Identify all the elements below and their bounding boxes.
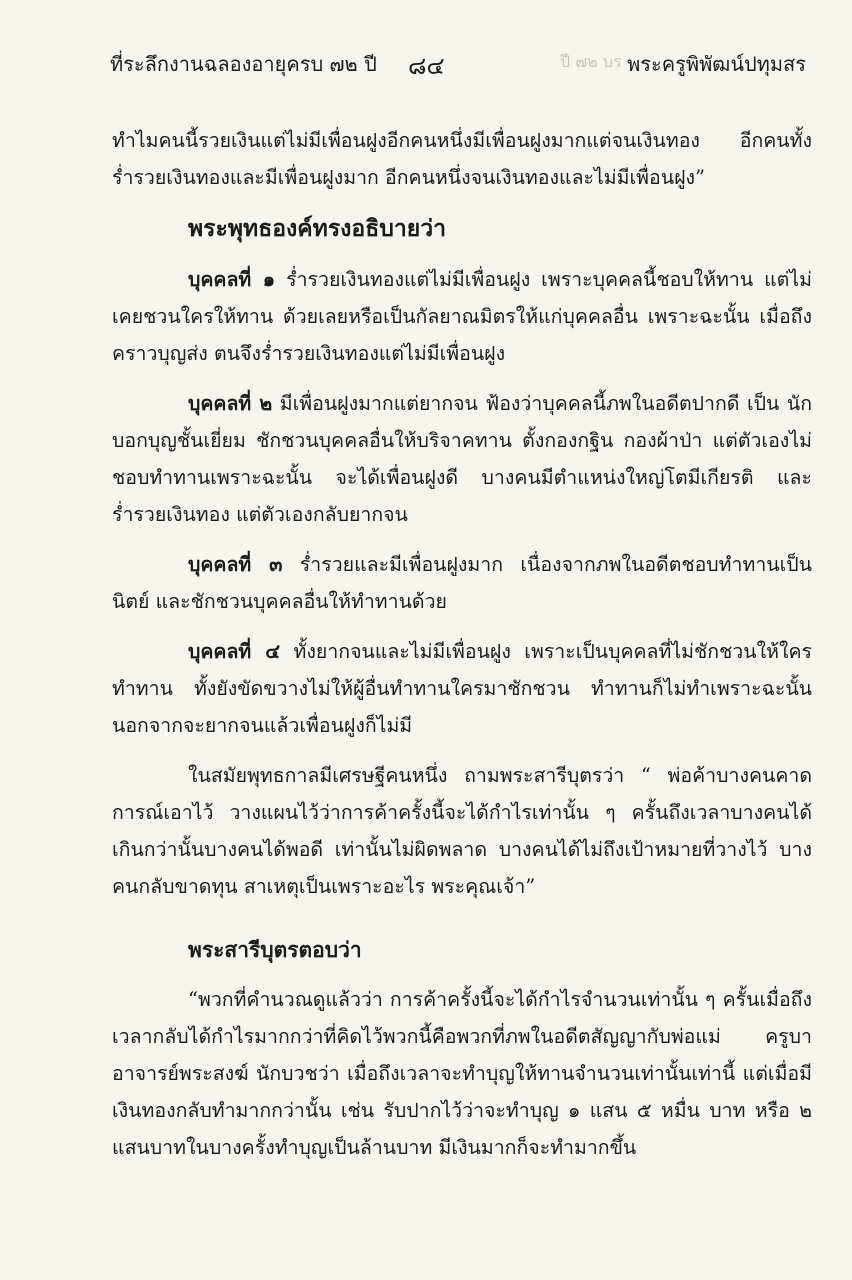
paragraph-merchant-question: ในสมัยพุทธกาลมีเศรษฐีคนหนึ่ง ถามพระสารีบุตรว่า “ พ่อค้าบางคนคาดการณ์เอาไว้ วางแผนไว้ว่าการค้าครั้งนี้จะได้กำไรเท่านั้น ๆ ครั้นถึงเวลาบางคนได้เกินกว่านั้นบางคนได้พอดี เท่านั้นไม่ผิดพลาด บางคนได้ไม่ถึงเป้าหมายที่วางไว้ บางคนกลับขาดทุน สาเหตุเป็นเพราะอะไร พระคุณเจ้า” (112, 764, 812, 898)
paragraph-person-4 (112, 633, 812, 744)
heading-buddha-explains: พระพุทธองค์ทรงอธิบายว่า (188, 215, 447, 242)
heading-sariputta-answers: พระสารีบุตรตอบว่า (188, 937, 362, 962)
person-2-label: บุคคลที่ ๒ (188, 392, 273, 415)
person-1-text: ร่ำรวยเงินทองแต่ไม่มีเพื่อนฝูง เพราะบุคคลนี้ชอบให้ทาน แต่ไม่ เคยชวนใครให้ทาน ด้วยเลยหรือเป็นกัลยาณมิตรให้แก่บุคคลอื่น เพราะฉะนั้น เมื่อถึงคราวบุญส่ง ตนจึงร่ำรวยเงินทองแต่ไม่มีเพื่อนฝูง (112, 268, 812, 365)
person-1-label: บุคคลที่ ๑ (188, 268, 276, 291)
person-2-text: มีเพื่อนฝูงมากแต่ยากจน ฟ้องว่าบุคคลนี้ภพในอดีตปากดี เป็น นักบอกบุญชั้นเยี่ยม ชักชวนบุคคลอื่นให้บริจาคทาน ตั้งกองกฐิน กองผ้าป่า แต่ตัวเองไม่ชอบทำทานเพราะฉะนั้น จะได้เพื่อนฝูงดี บางคนมีตำแหน่งใหญ่โตมีเกียรติ และร่ำรวยเงินทอง แต่ตัวเองกลับยากจน (112, 392, 812, 526)
body-text (112, 122, 812, 1179)
person-4-text: ทั้งยากจนและไม่มีเพื่อนฝูง เพราะเป็นบุคคลที่ไม่ชักชวนให้ใครทำทาน ทั้งยังขัดขวางไม่ให้ผู้อื่นทำทานใครมาชักชวน ทำทานก็ไม่ทำเพราะฉะนั้นนอกจากจะยากจนแล้วเพื่อนฝูงก็ไม่มี (112, 640, 812, 737)
paragraph-1: ทำไมคนนี้รวยเงินแต่ไม่มีเพื่อนฝูงอีกคนหนึ่งมีเพื่อนฝูงมากแต่จนเงินทอง อีกคนทั้งร่ำรวยเงินทองและมีเพื่อนฝูงมาก อีกคนหนึ่งจนเงินทองและไม่มีเพื่อนฝูง” (112, 129, 812, 189)
person-3-label: บุคคลที่ ๓ (188, 553, 283, 576)
person-3-text: ร่ำรวยและมีเพื่อนฝูงมาก เนื่องจากภพในอดีตชอบทำทานเป็นนิตย์ และชักชวนบุคคลอื่นให้ทำทานด้วย (112, 553, 812, 613)
person-4-label: บุคคลที่ ๔ (188, 640, 281, 663)
running-header-author: พระครูพิพัฒน์ปทุมสร (627, 52, 806, 76)
paragraph-person-3 (112, 546, 812, 620)
bleed-through-text: ปี ๗๒ บร (560, 52, 622, 71)
page-number: ๘๔ (408, 52, 445, 80)
paragraph-person-2 (112, 385, 812, 533)
running-header-title: ที่ระลึกงานฉลองอายุครบ ๗๒ ปี (110, 52, 377, 76)
paragraph-sariputta-answer: “พวกที่คำนวณดูแล้วว่า การค้าครั้งนี้จะได้กำไรจำนวนเท่านั้น ๆ ครั้นเมื่อถึงเวลากลับได้กำไรมากกว่าที่คิดไว้พวกนี้คือพวกที่ภพในอดีตสัญญากับพ่อแม่ ครูบาอาจารย์พระสงฆ์ นักบวชว่า เมื่อถึงเวลาจะทำบุญให้ทานจำนวนเท่านั้นเท่านี้ แต่เมื่อมีเงินทองกลับทำมากกว่านั้น เช่น รับปากไว้ว่าจะทำบุญ ๑ แสน ๕ หมื่น บาท หรือ ๒ แสนบาทในบางครั้งทำบุญเป็นล้านบาท มีเงินมากก็จะทำมากขึ้น (112, 988, 812, 1159)
paragraph-person-1 (112, 261, 812, 372)
